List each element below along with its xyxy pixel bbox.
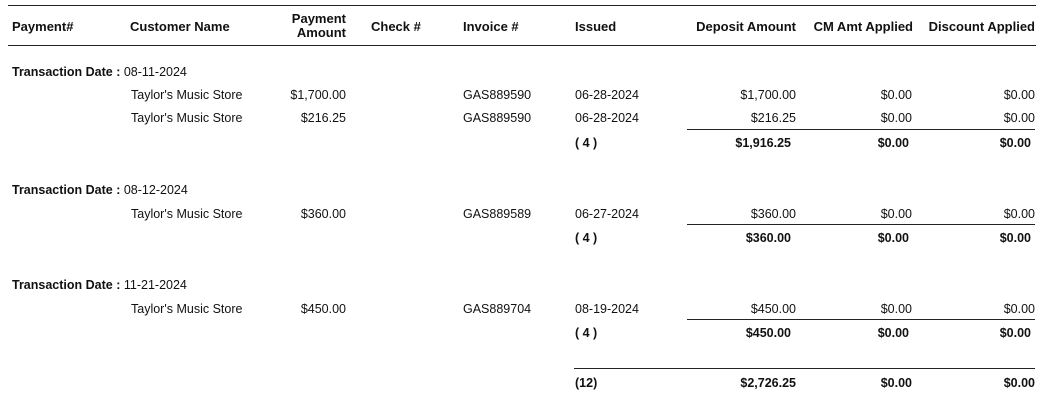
cm-amt-applied-cell: $0.00 [880, 88, 912, 102]
header-bottom-rule [8, 45, 1036, 46]
col-header-check-no: Check # [371, 19, 421, 34]
transaction-date-label: Transaction Date : [12, 278, 121, 292]
payment-amount-cell: $450.00 [300, 302, 346, 316]
grand-total-discount: $0.00 [1003, 376, 1035, 390]
subtotal-deposit: $1,916.25 [735, 136, 791, 150]
customer-name-cell: Taylor's Music Store [131, 111, 243, 125]
subtotal-discount: $0.00 [999, 231, 1031, 245]
deposit-amount-cell: $360.00 [750, 207, 796, 221]
deposit-amount-cell: $1,700.00 [740, 88, 796, 102]
subtotal-cm: $0.00 [877, 231, 909, 245]
group-heading [12, 65, 187, 79]
subtotal-deposit: $360.00 [745, 231, 791, 245]
invoice-number-cell: GAS889589 [463, 207, 532, 221]
discount-applied-cell: $0.00 [1003, 111, 1035, 125]
col-header-cm-amt-applied: CM Amt Applied [813, 19, 913, 34]
customer-name-cell: Taylor's Music Store [131, 207, 243, 221]
col-header-payment-amount [280, 12, 346, 40]
issued-date-cell: 06-28-2024 [575, 88, 639, 102]
customer-name-cell: Taylor's Music Store [131, 302, 243, 316]
col-header-discount-applied: Discount Applied [928, 19, 1035, 34]
invoice-number-cell: GAS889590 [463, 88, 532, 102]
transaction-date-label: Transaction Date : [12, 183, 121, 197]
payment-amount-cell: $1,700.00 [290, 88, 346, 102]
subtotal-rule [687, 129, 1035, 130]
transaction-date-value: 08-12-2024 [123, 183, 188, 197]
col-header-customer-name: Customer Name [130, 19, 230, 34]
group-heading [12, 183, 188, 197]
payment-amount-cell: $216.25 [300, 111, 346, 125]
subtotal-discount: $0.00 [999, 326, 1031, 340]
group-heading [12, 278, 187, 292]
header-top-rule [8, 5, 1036, 6]
subtotal-rule [687, 224, 1035, 225]
subtotal-deposit: $450.00 [745, 326, 791, 340]
cm-amt-applied-cell: $0.00 [880, 302, 912, 316]
subtotal-count: ( 4 ) [575, 231, 598, 245]
col-header-deposit-amount: Deposit Amount [696, 19, 796, 34]
issued-date-cell: 08-19-2024 [575, 302, 639, 316]
discount-applied-cell: $0.00 [1003, 302, 1035, 316]
col-header-payment-amount-line1: Payment [291, 11, 346, 26]
col-header-issued: Issued [575, 19, 617, 34]
grand-total-rule [574, 368, 1035, 369]
invoice-number-cell: GAS889704 [463, 302, 532, 316]
payment-amount-cell: $360.00 [300, 207, 346, 221]
deposit-amount-cell: $216.25 [750, 111, 796, 125]
subtotal-cm: $0.00 [877, 326, 909, 340]
col-header-payment-amount-line2: Amount [296, 25, 346, 40]
invoice-number-cell: GAS889590 [463, 111, 532, 125]
discount-applied-cell: $0.00 [1003, 207, 1035, 221]
cm-amt-applied-cell: $0.00 [880, 111, 912, 125]
deposit-amount-cell: $450.00 [750, 302, 796, 316]
transaction-date-value: 08-11-2024 [123, 65, 187, 79]
subtotal-count: ( 4 ) [575, 326, 598, 340]
subtotal-discount: $0.00 [999, 136, 1031, 150]
transaction-date-value: 11-21-2024 [123, 278, 187, 292]
customer-name-cell: Taylor's Music Store [131, 88, 243, 102]
transaction-date-label: Transaction Date : [12, 65, 121, 79]
grand-total-count: (12) [575, 376, 598, 390]
grand-total-deposit: $2,726.25 [740, 376, 796, 390]
grand-total-cm: $0.00 [880, 376, 912, 390]
subtotal-cm: $0.00 [877, 136, 909, 150]
discount-applied-cell: $0.00 [1003, 88, 1035, 102]
issued-date-cell: 06-28-2024 [575, 111, 639, 125]
issued-date-cell: 06-27-2024 [575, 207, 639, 221]
subtotal-count: ( 4 ) [575, 136, 598, 150]
col-header-payment-no: Payment# [12, 19, 74, 34]
subtotal-rule [687, 319, 1035, 320]
col-header-invoice-no: Invoice # [463, 19, 519, 34]
cm-amt-applied-cell: $0.00 [880, 207, 912, 221]
